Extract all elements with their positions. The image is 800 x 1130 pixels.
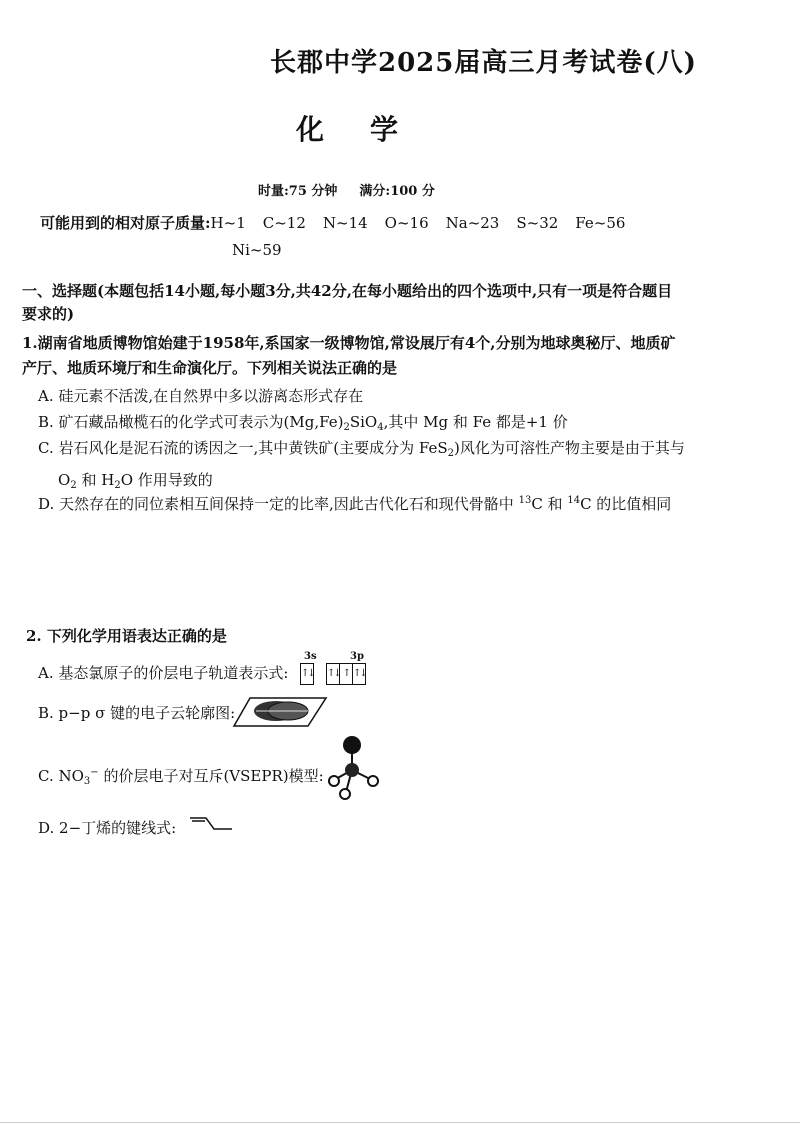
section-heading: 一、选择题(本题包括14小题,每小题3分,共42分,在每小题给出的四个选项中,只有一项是符合题目要求的): [22, 282, 673, 323]
exam-title: 长郡中学2025届高三月考试卷(八): [270, 48, 697, 78]
vsepr-model-diagram: [320, 734, 384, 802]
butene-skeletal-formula: [188, 814, 234, 832]
q1-option-c: C. 岩石风化是泥石流的诱因之一,其中黄铁矿(主要成分为 FeS$_2$)风化为可溶性产物主要是由于其与 $O_2$ 和 $H_2O$ 作用导致的: [38, 439, 685, 491]
central-atom: [345, 763, 359, 777]
atomic-mass-item: H~1: [210, 214, 246, 232]
atomic-mass-item: Fe~56: [575, 214, 626, 232]
ligand-atom: [329, 776, 339, 786]
time-limit: 时量:75 分钟: [258, 184, 338, 199]
orbital-diagram-3s: [300, 663, 314, 685]
q1-option-b: B. 矿石藏品橄榄石的化学式可表示为$(Mg,Fe)_2SiO_4$,其中 Mg 和 Fe 都是+1 价: [38, 413, 568, 433]
subject-char: 学: [370, 113, 399, 146]
lone-pair-lobe: [343, 736, 361, 754]
atomic-mass-item: N~14: [322, 214, 368, 232]
q1-option-a: A. 硅元素不活泼,在自然界中多以游离态形式存在: [38, 387, 364, 405]
atomic-mass-list: [40, 212, 642, 233]
orbital-box: ↑↓: [327, 664, 340, 684]
orbital-box: ↑: [340, 664, 353, 684]
orbital-diagram-3p: [326, 663, 366, 685]
atomic-mass-item: S~32: [516, 214, 559, 232]
q2-option-d: D. 2−丁烯的键线式:: [38, 819, 177, 837]
question-1-stem: 1.湖南省地质博物馆始建于1958年,系国家一级博物馆,常设展厅有4个,分别为地球奥秘厅、地质矿产厅、地质环境厅和生命演化厅。下列相关说法正确的是: [22, 334, 676, 377]
atomic-mass-item: Ni~59: [232, 241, 282, 259]
full-score: 满分:100 分: [359, 184, 435, 199]
atomic-mass-item: C~12: [262, 214, 306, 232]
atomic-mass-label: 可能用到的相对原子质量:: [40, 214, 211, 232]
ligand-atom: [340, 789, 350, 799]
orbital-box: ↑↓: [353, 668, 366, 679]
exam-info: [258, 180, 435, 199]
q1-option-d: D. 天然存在的同位素相互间保持一定的比率,因此古代化石和现代骨骼中 $^{13}$C 和 $^{14}$C 的比值相同: [38, 495, 672, 513]
q2-option-c: C. $NO_3^-$ 的价层电子对互斥(VSEPR)模型:: [38, 767, 324, 787]
subject-title: [296, 108, 444, 148]
orbital-label-3s: 3s: [304, 651, 317, 662]
orbital-box: ↑↓: [301, 668, 314, 679]
subject-char: 化: [296, 113, 325, 146]
sigma-bond-diagram: [232, 696, 328, 728]
orbital-label-3p: 3p: [350, 651, 364, 662]
page-bottom-rule: [0, 1122, 800, 1123]
q2-option-a: A. 基态氯原子的价层电子轨道表示式:: [38, 664, 289, 682]
question-2-stem: 2. 下列化学用语表达正确的是: [26, 627, 227, 645]
atomic-mass-item: Na~23: [445, 214, 500, 232]
q2-option-b: B. p−p σ 键的电子云轮廓图:: [38, 704, 236, 722]
ligand-atom: [368, 776, 378, 786]
atomic-mass-item: O~16: [384, 214, 429, 232]
